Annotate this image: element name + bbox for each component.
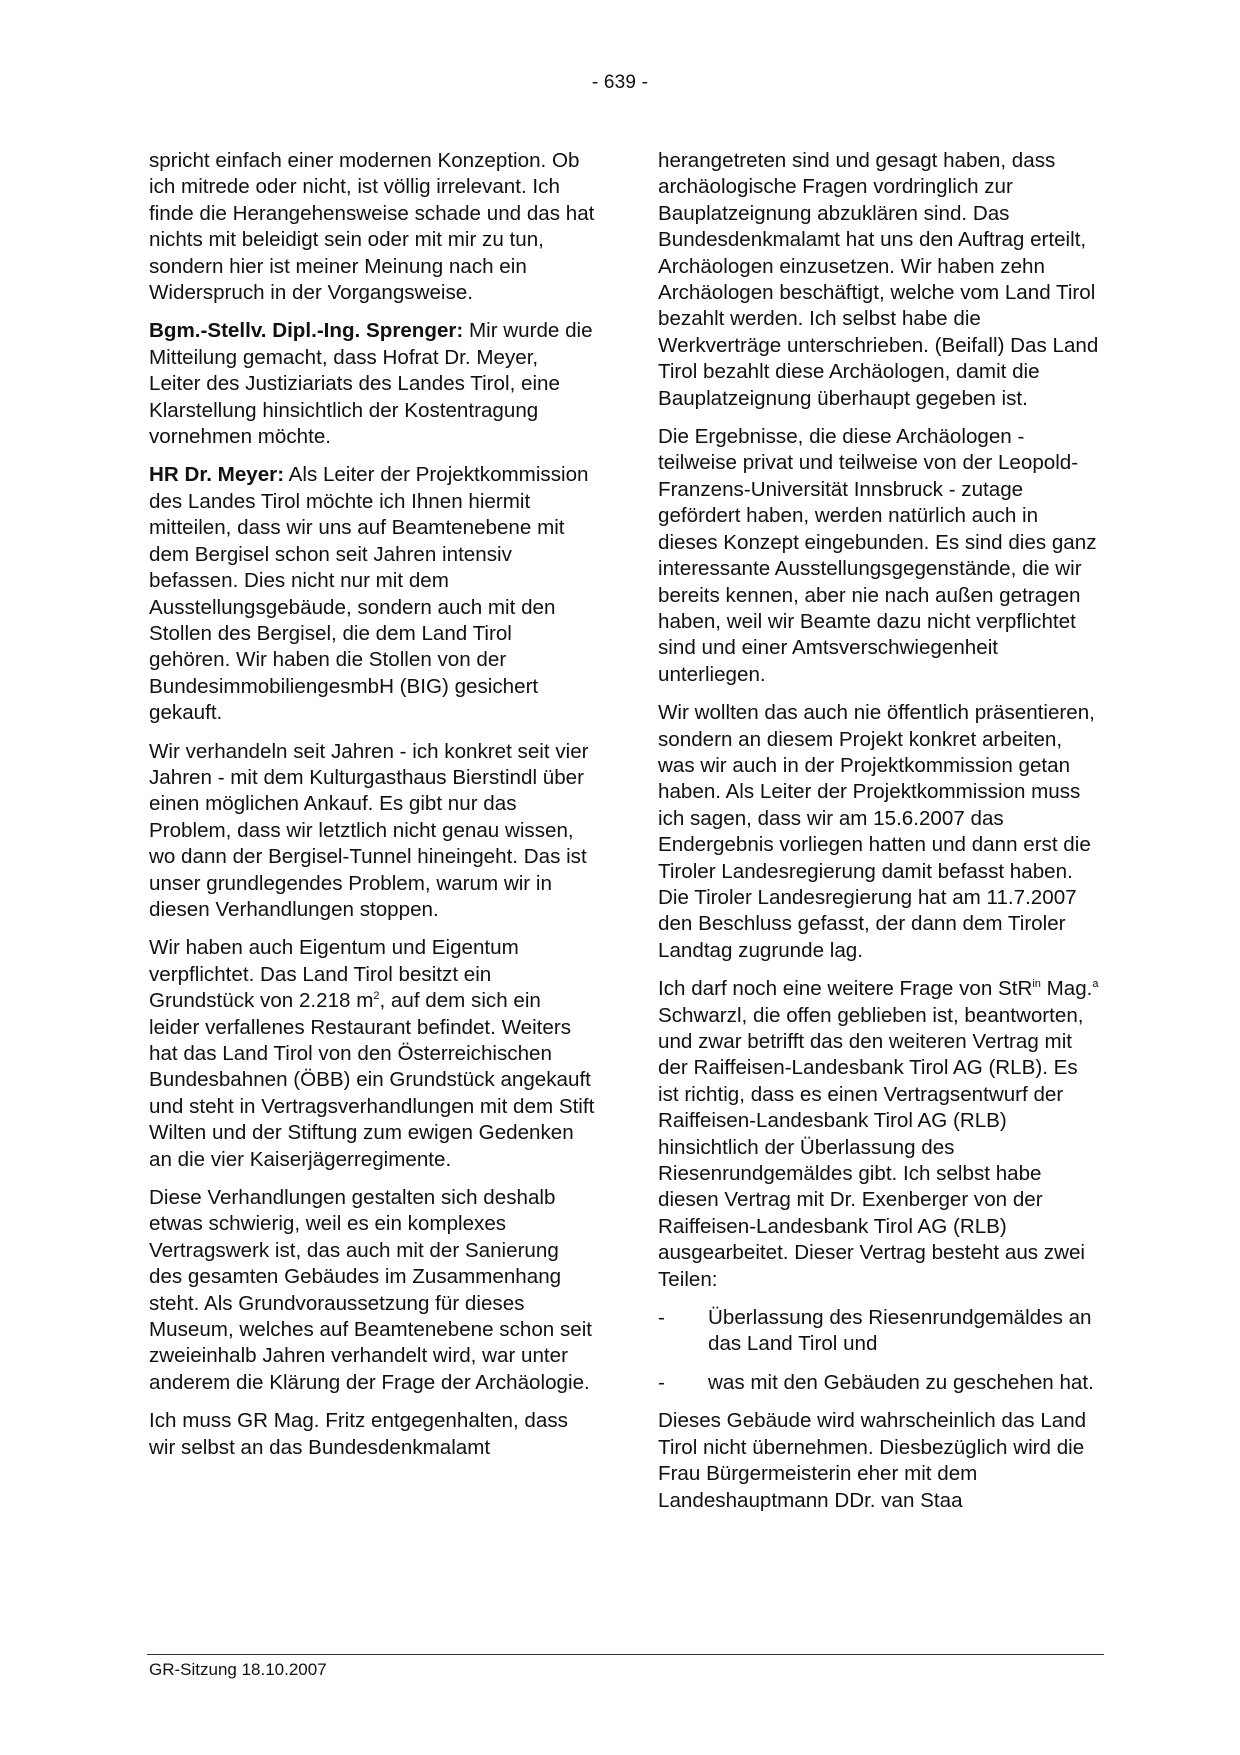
paragraph (149, 935, 595, 1173)
superscript: in (1032, 978, 1041, 991)
paragraph: spricht einfach einer modernen Konzeption. Ob ich mitrede oder nicht, ist völlig irrelevant. Ich finde die Herangehensweise schade und das hat nichts mit beleidigt sein oder mit mir zu tun, sondern hier ist meiner Meinung nach ein Widerspruch in der Vorgangsweise. (149, 149, 595, 305)
list-dash: - (658, 1370, 665, 1394)
speech-text: Als Leiter der Projektkommission des Landes Tirol möchte ich Ihnen hiermit mitteilen, dass wir uns auf Beamtenebene mit dem Bergisel schon seit Jahren intensiv befassen. Dies nicht nur mit dem Ausstellungsgebäude, sondern auch mit den Stollen des Bergisel, die dem Land Tirol gehören. Wir haben die Stollen von der BundesimmobiliengesmbH (BIG) gesichert gekauft. (149, 463, 589, 725)
left-column (149, 148, 595, 1461)
list-dash: - (658, 1306, 665, 1330)
footer-divider (147, 1654, 1104, 1655)
paragraph: Ich muss GR Mag. Fritz entgegenhalten, dass wir selbst an das Bundesdenkmalamt (149, 1409, 568, 1459)
list-item (658, 1370, 1100, 1396)
paragraph (658, 976, 1100, 1293)
paragraph: Die Ergebnisse, die diese Archäologen - teilweise privat und teilweise von der Leopold-Franzens-Universität Innsbruck - zutage gefördert haben, werden natürlich auch in dieses Konzept eingebunden. Es sind dies ganz interessante Ausstellungsgegenstände, die wir bereits kennen, aber nie nach außen getragen haben, weil wir Beamte dazu nicht verpflichtet sind und einer Amtsverschwiegenheit unterliegen. (658, 425, 1097, 686)
text-run: , auf dem sich ein leider verfallenes Restaurant befindet. Weiters hat das Land Tirol von den Österreichischen Bundesbahnen (ÖBB) ein Grundstück angekauft und steht in Vertragsverhandlungen mit dem Stift Wilten und der Stiftung zum ewigen Gedenken an die vier Kaiserjägerregimente. (149, 989, 595, 1171)
speaker-name: Bgm.-Stellv. Dipl.-Ing. Sprenger: (149, 319, 464, 343)
list-item (658, 1305, 1100, 1358)
text-run: Wir haben auch Eigentum und Eigentum verpflichtet. Das Land Tirol besitzt ein Grundstück von 2.218 m (149, 936, 519, 1013)
speech-text: Mir wurde die Mitteilung gemacht, dass Hofrat Dr. Meyer, Leiter des Justiziariats des Landes Tirol, eine Klarstellung hinsichtlich der Kostentragung vornehmen möchte. (149, 319, 593, 449)
paragraph: Dieses Gebäude wird wahrscheinlich das Land Tirol nicht übernehmen. Diesbezüglich wird die Frau Bürgermeisterin eher mit dem Landeshauptmann DDr. van Staa (658, 1409, 1087, 1512)
paragraph: Diese Verhandlungen gestalten sich deshalb etwas schwierig, weil es ein komplexes Vertragswerk ist, das auch mit der Sanierung des gesamten Gebäudes im Zusammenhang steht. Als Grundvoraussetzung für dieses Museum, welches auf Beamtenebene schon seit zweieinhalb Jahren verhandelt wird, war unter anderem die Klärung der Frage der Archäologie. (149, 1186, 593, 1394)
paragraph: herangetreten sind und gesagt haben, dass archäologische Fragen vordringlich zur Bauplatzeignung abzuklären sind. Das Bundesdenkmalamt hat uns den Auftrag erteilt, Archäologen einzusetzen. Wir haben zehn Archäologen beschäftigt, welche vom Land Tirol bezahlt werden. Ich selbst habe die Werkverträge unterschrieben. (Beifall) Das Land Tirol bezahlt diese Archäologen, damit die Bauplatzeignung überhaupt gegeben ist. (658, 149, 1099, 410)
list-item-text: Überlassung des Riesenrundgemäldes an das Land Tirol und (708, 1306, 1092, 1356)
superscript: 2 (373, 990, 380, 1003)
paragraph (149, 318, 595, 450)
text-run: Ich darf noch eine weitere Frage von StR (658, 977, 1033, 1001)
page-number: - 639 - (591, 72, 649, 93)
paragraph (149, 462, 595, 726)
superscript: a (1092, 978, 1099, 991)
text-run: Mag. (1040, 977, 1093, 1001)
paragraph: Wir wollten das auch nie öffentlich präsentieren, sondern an diesem Projekt konkret arbeiten, was wir auch in der Projektkommission getan haben. Als Leiter der Projektkommission muss ich sagen, dass wir am 15.6.2007 das Endergebnis vorliegen hatten und dann erst die Tiroler Landesregierung damit befasst haben. Die Tiroler Landesregierung hat am 11.7.2007 den Beschluss gefasst, der dann dem Tiroler Landtag zugrunde lag. (658, 701, 1095, 962)
right-column (658, 148, 1100, 1514)
paragraph: Wir verhandeln seit Jahren - ich konkret seit vier Jahren - mit dem Kulturgasthaus Bierstindl über einen möglichen Ankauf. Es gibt nur das Problem, dass wir letztlich nicht genau wissen, wo dann der Bergisel-Tunnel hineingeht. Das ist unser grundlegendes Problem, warum wir in diesen Verhandlungen stoppen. (149, 739, 589, 921)
list-item-text: was mit den Gebäuden zu geschehen hat. (708, 1370, 1094, 1394)
speaker-name: HR Dr. Meyer: (149, 463, 285, 487)
footer-text: GR-Sitzung 18.10.2007 (149, 1660, 327, 1679)
text-run: Schwarzl, die offen geblieben ist, beantworten, und zwar betrifft das den weiteren Vertrag mit der Raiffeisen-Landesbank Tirol AG (RLB). Es ist richtig, dass es einen Vertragsentwurf der Raiffeisen-Landesbank Tirol AG (RLB) hinsichtlich der Überlassung des Riesenrundgemäldes gibt. Ich selbst habe diesen Vertrag mit Dr. Exenberger von der Raiffeisen-Landesbank Tirol AG (RLB) ausgearbeitet. Dieser Vertrag besteht aus zwei Teilen: (658, 1003, 1085, 1291)
